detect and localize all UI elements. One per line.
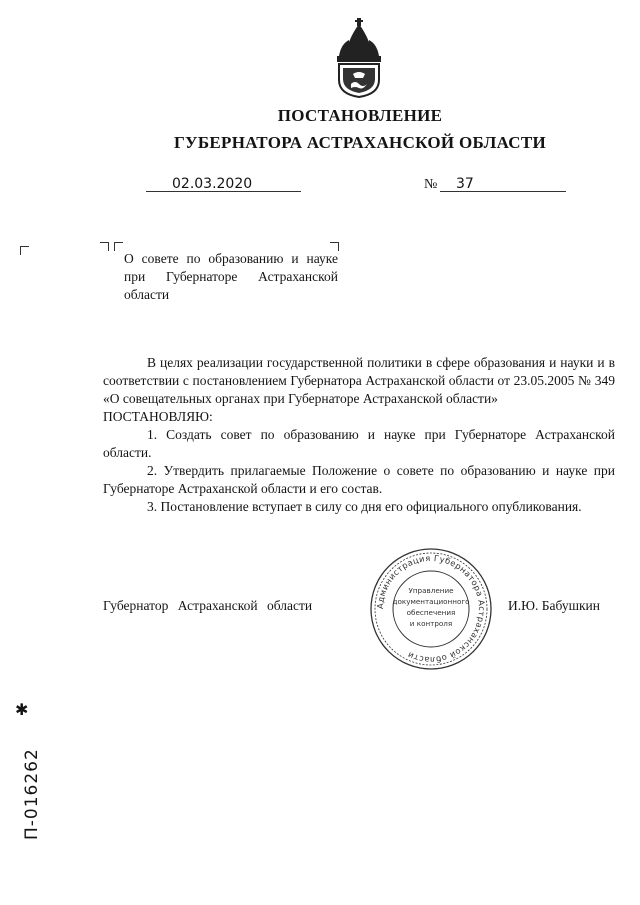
official-seal-stamp bbox=[369, 547, 493, 671]
decree-item: 1. Создать совет по образованию и науке при Губернаторе Астраханской области. bbox=[103, 427, 615, 460]
seal-center-line: документационного bbox=[392, 597, 470, 606]
number-sign: № bbox=[424, 177, 438, 192]
subject-corner-left-outer bbox=[100, 242, 109, 251]
document-number: 37 bbox=[456, 176, 474, 192]
seal-center-line: и контроля bbox=[409, 619, 453, 628]
coat-of-arms-icon bbox=[331, 16, 387, 98]
seal-center-line: обеспечения bbox=[406, 608, 456, 617]
seal-center-line: Управление bbox=[408, 586, 454, 595]
form-serial-number: П-016262 bbox=[22, 748, 42, 840]
margin-asterisk-mark: ✱ bbox=[15, 700, 29, 719]
decree-item: 2. Утвердить прилагаемые Положение о совете по образованию и науке при Губернаторе Астраханской области и его состав. bbox=[103, 463, 615, 496]
left-margin-corner bbox=[20, 246, 29, 255]
document-date: 02.03.2020 bbox=[172, 176, 253, 192]
decree-word: ПОСТАНОВЛЯЮ: bbox=[103, 409, 213, 424]
issuer-title: ГУБЕРНАТОРА АСТРАХАНСКОЙ ОБЛАСТИ bbox=[173, 133, 547, 152]
subject-corner-left-inner bbox=[114, 242, 123, 251]
document-body bbox=[103, 354, 615, 516]
preamble-paragraph: В целях реализации государственной политики в сфере образования и науки и в соответствии с постановлением Губернатора Астраханской области от 23.05.2005 № 349 «О совещательных органах при Губернаторе Астраханской области» bbox=[103, 355, 615, 406]
decree-item: 3. Постановление вступает в силу со дня его официального опубликования. bbox=[147, 499, 582, 514]
signatory-position: Губернатор Астраханской области bbox=[103, 598, 313, 613]
number-underline bbox=[440, 191, 566, 192]
date-underline bbox=[146, 191, 301, 192]
document-subject: О совете по образованию и науке при Губернаторе Астраханской области bbox=[124, 251, 338, 302]
document-type-title: ПОСТАНОВЛЕНИЕ bbox=[277, 106, 443, 125]
svg-text:Администрация Губернатора Астр: Администрация Губернатора Астраханской области bbox=[374, 552, 488, 666]
signatory-name: И.Ю. Бабушкин bbox=[508, 598, 601, 613]
